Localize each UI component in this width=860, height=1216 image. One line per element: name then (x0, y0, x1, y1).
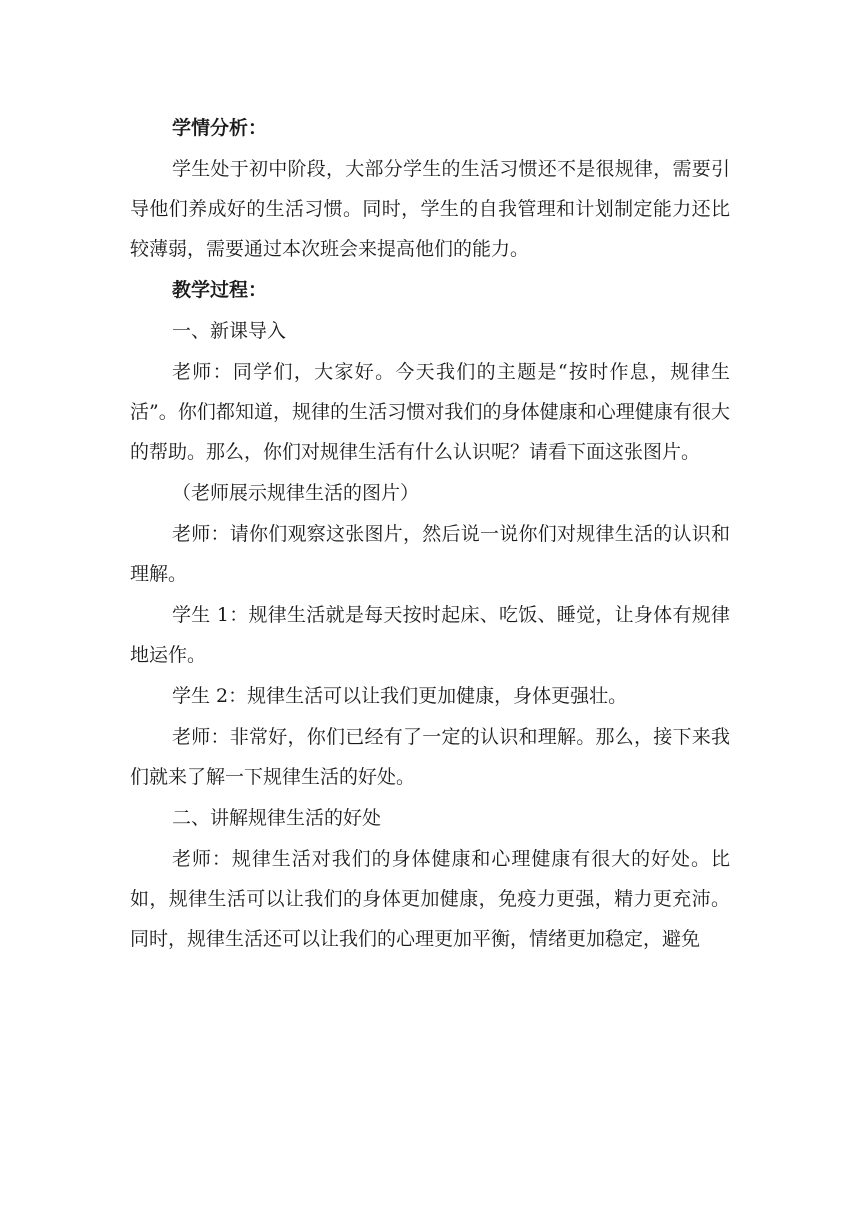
subheading-benefits: 二、讲解规律生活的好处 (172, 807, 382, 829)
paragraph-teacher-intro: 老师：同学们，大家好。今天我们的主题是“按时作息，规律生活”。你们都知道，规律的生活习惯对我们的身体健康和心理健康有很大的帮助。那么，你们对规律生活有什么认识呢？请看下面这张图片。 (130, 361, 730, 463)
paragraph-teacher-benefits: 老师：规律生活对我们的身体健康和心理健康有很大的好处。比如，规律生活可以让我们的身体更加健康，免疫力更强，精力更充沛。同时，规律生活还可以让我们的心理更加平衡，情绪更加稳定，避免 (130, 848, 730, 950)
document-page (130, 108, 730, 960)
paragraph-teacher-response: 老师：非常好，你们已经有了一定的认识和理解。那么，接下来我们就来了解一下规律生活的好处。 (130, 726, 730, 788)
section-heading-learning-analysis: 学情分析： (172, 117, 268, 139)
paragraph-student-1: 学生 1：规律生活就是每天按时起床、吃饭、睡觉，让身体有规律地运作。 (130, 604, 730, 666)
paragraph-teacher-asks: 老师：请你们观察这张图片，然后说一说你们对规律生活的认识和理解。 (130, 523, 730, 585)
paragraph-learning-analysis: 学生处于初中阶段，大部分学生的生活习惯还不是很规律，需要引导他们养成好的生活习惯。同时，学生的自我管理和计划制定能力还比较薄弱，需要通过本次班会来提高他们的能力。 (130, 158, 730, 260)
subheading-new-lesson-intro: 一、新课导入 (172, 320, 287, 342)
section-heading-teaching-process: 教学过程： (172, 279, 268, 301)
paragraph-student-2: 学生 2：规律生活可以让我们更加健康，身体更强壮。 (172, 685, 628, 707)
paragraph-teacher-shows-picture: （老师展示规律生活的图片） (172, 482, 420, 504)
